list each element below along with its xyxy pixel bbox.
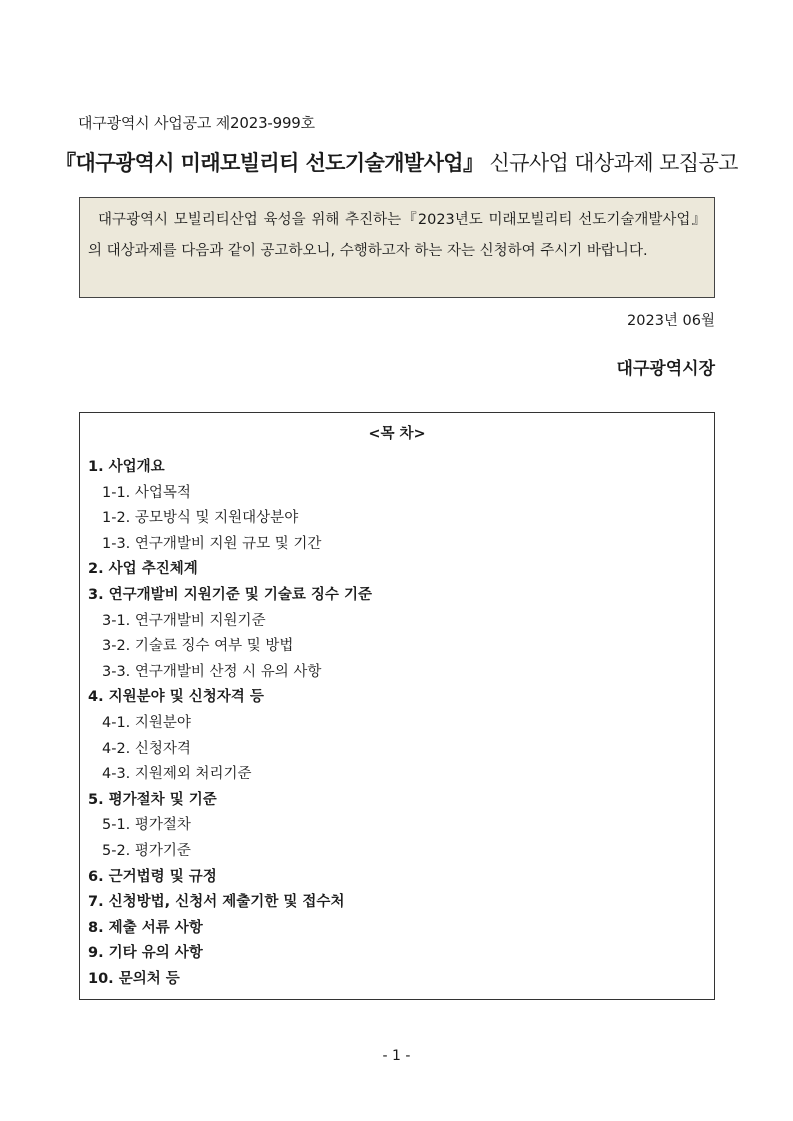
notice-number: 대구광역시 사업공고 제2023-999호 [78, 114, 315, 132]
toc-section-item: 9. 기타 유의 사항 [88, 945, 203, 962]
toc-subsection-item: 4-1. 지원분야 [102, 714, 191, 731]
toc-subsection-item: 3-1. 연구개발비 지원기준 [102, 612, 266, 629]
toc-subsection-item: 3-2. 기술료 징수 여부 및 방법 [102, 638, 294, 655]
toc-section-item: 5. 평가절차 및 기준 [88, 791, 217, 808]
toc-list [88, 455, 372, 992]
toc-subsection-item: 4-3. 지원제외 처리기준 [102, 766, 252, 783]
toc-section-item: 8. 제출 서류 사항 [88, 919, 203, 936]
toc-subsection-item: 5-2. 평가기준 [102, 842, 191, 859]
toc-section-item: 7. 신청방법, 신청서 제출기한 및 접수처 [88, 894, 345, 911]
announcement-date: 2023년 06월 [627, 313, 715, 329]
toc-subsection-item: 1-1. 사업목적 [102, 484, 191, 501]
intro-paragraph-box: 대구광역시 모빌리티산업 육성을 위해 추진하는『2023년도 미래모빌리티 선도기술개발사업』의 대상과제를 다음과 같이 공고하오니, 수행하고자 하는 자는 신청하여 주시기 바랍니다. [79, 197, 715, 298]
title-program-name: 『대구광역시 미래모빌리티 선도기술개발사업』 [55, 151, 484, 175]
toc-subsection-item: 4-2. 신청자격 [102, 740, 191, 757]
toc-subsection-item: 1-2. 공모방식 및 지원대상분야 [102, 510, 299, 527]
toc-section-item: 4. 지원분야 및 신청자격 등 [88, 689, 264, 706]
table-of-contents [79, 412, 715, 1000]
toc-subsection-item: 5-1. 평가절차 [102, 817, 191, 834]
toc-subsection-item: 3-3. 연구개발비 산정 시 유의 사항 [102, 663, 322, 680]
toc-section-item: 1. 사업개요 [88, 459, 165, 475]
document-title [0, 147, 793, 177]
toc-section-item: 10. 문의처 등 [88, 970, 180, 987]
page-number: - 1 - [382, 1048, 411, 1064]
toc-section-item: 3. 연구개발비 지원기준 및 기술료 징수 기준 [88, 586, 373, 603]
toc-subsection-item: 1-3. 연구개발비 지원 규모 및 기간 [102, 535, 322, 552]
title-notice-type: 신규사업 대상과제 모집공고 [483, 151, 738, 175]
toc-section-item: 6. 근거법령 및 규정 [88, 868, 217, 885]
toc-heading: <목 차> [368, 426, 426, 442]
issuer-name: 대구광역시장 [616, 359, 715, 379]
toc-section-item: 2. 사업 추진체계 [88, 561, 198, 578]
